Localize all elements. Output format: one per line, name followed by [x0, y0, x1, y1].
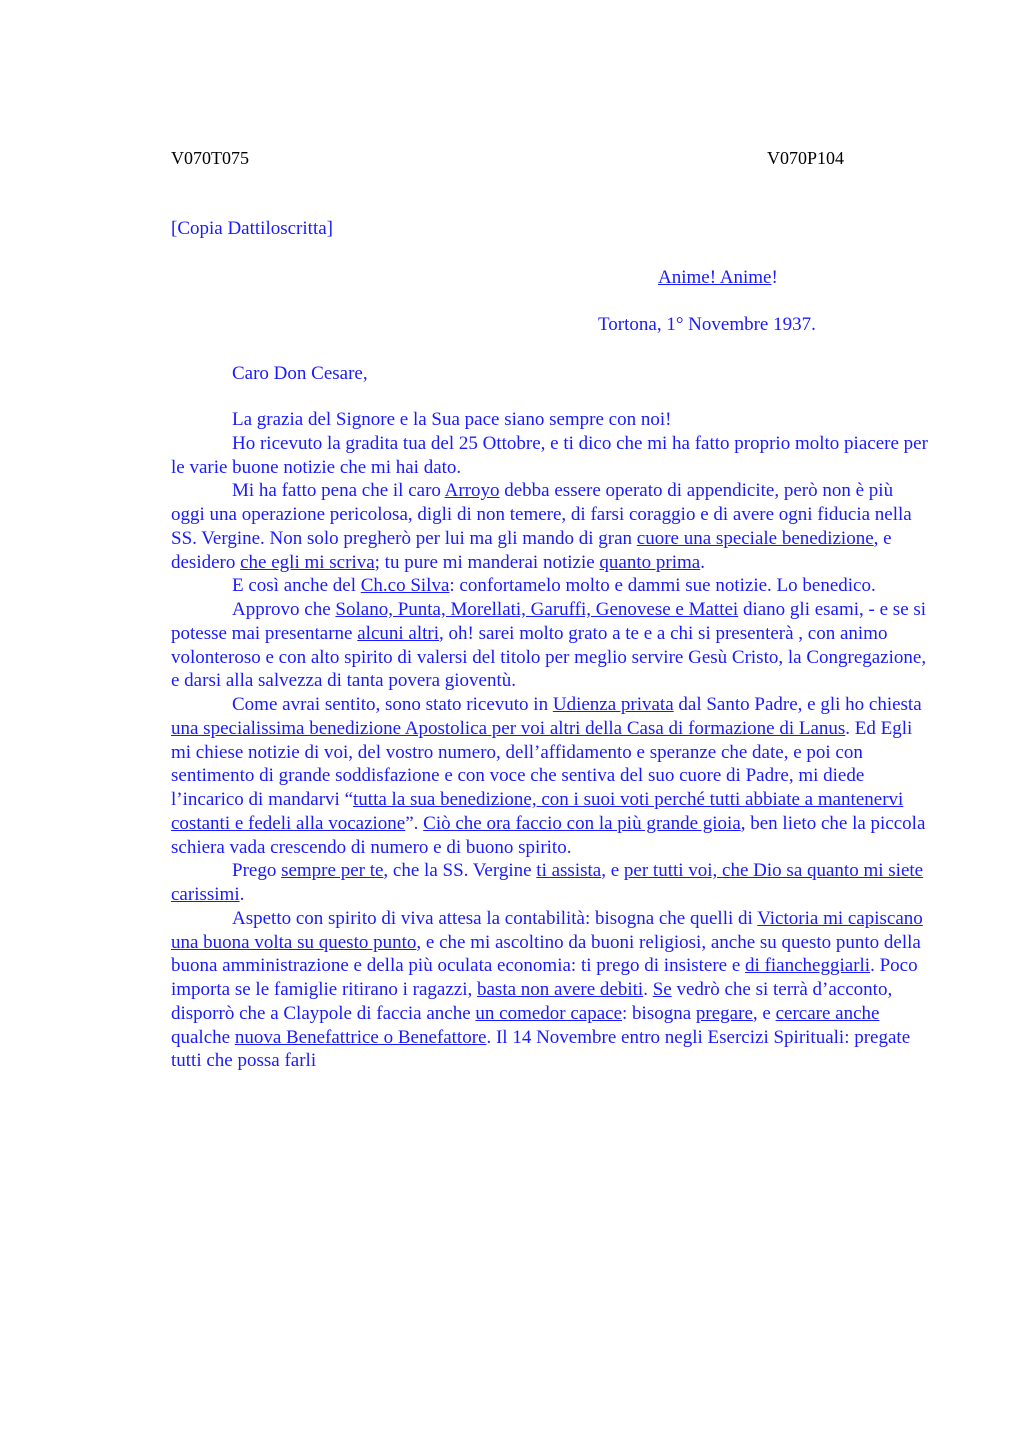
paragraph-text: Prego: [232, 860, 282, 882]
paragraph-text: , che la SS. Vergine: [383, 860, 537, 882]
paragraph-text: vedrò che si terrà d’acconto, disporrò che a Claypole di faccia anche: [171, 979, 893, 1024]
paragraph-text: : confortamelo molto e dammi sue notizie. Lo benedico.: [449, 575, 876, 597]
underlined-text: Solano, Punta, Morellati, Garuffi, Genovese e Mattei: [335, 599, 739, 620]
paragraph-text: .: [700, 551, 705, 573]
paragraph-text: ; tu pure mi manderai notizie: [374, 551, 600, 573]
underlined-text: una specialissima benedizione Apostolica per voi altri della Casa di formazione di Lanus: [171, 717, 846, 739]
motto-underlined: Anime! Anime: [658, 267, 772, 288]
underlined-text: pregare: [695, 1002, 753, 1024]
paragraph-text: .: [643, 979, 653, 1000]
paragraph-text: debba essere operato di appendicite, però non è più oggi una operazione pericolosa, digli di non temere, di farsi coraggio e di avere ogni fiducia nella SS. Vergine. Non solo pregherò per lui ma gli mando di gran: [171, 480, 912, 549]
paragraph-text: , e desidero: [171, 527, 892, 573]
letter-paragraph: [171, 408, 931, 432]
paragraph-text: qualche: [171, 1026, 235, 1048]
underlined-text: basta non avere debiti: [477, 979, 644, 1000]
underlined-text: un comedor capace: [475, 1002, 623, 1024]
underlined-text: nuova Benefattrice o Benefattore: [234, 1026, 487, 1048]
underlined-text: alcuni altri: [357, 622, 440, 644]
letter-date: Tortona, 1° Novembre 1937.: [598, 314, 816, 335]
underlined-text: Ciò che ora faccio con la più grande gioia: [423, 812, 741, 834]
copy-note: [Copia Dattiloscritta]: [171, 218, 333, 239]
paragraph-text: , oh! sarei molto grato a te e a chi si presenterà , con animo volonteroso e con alto spirito di valersi del titolo per meglio servire Gesù Cristo, la Congregazione, e darsi alla salvezza di tanta povera gioventù.: [171, 622, 927, 692]
paragraph-text: La grazia del Signore e la Sua pace siano sempre con noi!: [232, 409, 672, 430]
motto: [658, 266, 778, 290]
underlined-text: quanto prima: [599, 551, 701, 573]
paragraph-text: Mi ha fatto pena che il caro: [232, 480, 445, 502]
paragraph-text: Approvo che: [232, 599, 336, 620]
underlined-text: Udienza privata: [552, 694, 674, 715]
underlined-text: ti assista: [536, 860, 602, 882]
letter-paragraph: [171, 574, 931, 598]
paragraph-text: diano gli esami, - e se si potesse mai presentarne: [171, 599, 927, 644]
paragraph-text: , e: [601, 860, 624, 882]
underlined-text: Ch.co Silva: [360, 575, 450, 597]
letter-paragraph: [171, 479, 931, 574]
paragraph-text: Ho ricevuto la gradita tua del 25 Ottobre, e ti dico che mi ha fatto proprio molto piacere per le varie buone notizie che mi hai dato.: [171, 432, 928, 478]
underlined-text: che egli mi scriva: [240, 551, 375, 573]
letter-paragraph: [171, 693, 931, 859]
paragraph-text: , e: [752, 1002, 776, 1024]
document-codes: [171, 146, 844, 170]
paragraph-text: . Ed Egli mi chiese notizie di voi, del vostro numero, dell’affidamento e speranze che date, e poi con sentimento di grande soddisfazione e con voce che sentiva del suo cuore di Padre, mi diede l’incarico di mandarvi “: [171, 717, 913, 810]
underlined-text: cuore una speciale benedizione: [636, 527, 874, 549]
underlined-text: Se: [652, 979, 672, 1000]
underlined-text: sempre per te: [281, 860, 384, 882]
paragraph-text: Aspetto con spirito di viva attesa la contabilità: bisogna che quelli di: [232, 907, 758, 929]
paragraph-text: E così anche del: [232, 575, 361, 597]
letter-paragraph: [171, 907, 931, 1073]
paragraph-text: ”.: [405, 812, 424, 834]
underlined-text: di fiancheggiarli: [745, 955, 871, 977]
paragraph-text: , e che mi ascoltino da buoni religiosi, anche su questo punto della buona amministrazione e della più oculata economia: ti prego di insistere e: [171, 931, 921, 977]
salutation: Caro Don Cesare,: [232, 363, 368, 384]
paragraph-text: . Poco importa se le famiglie ritirano i ragazzi,: [171, 955, 918, 1000]
letter-paragraph: [171, 432, 931, 480]
letter-paragraph: [171, 598, 931, 693]
underlined-text: tutta la sua benedizione, con i suoi voti perché tutti abbiate a mantenervi costanti e fedeli alla vocazione: [171, 789, 904, 834]
underlined-text: Victoria mi capiscano una buona volta su questo punto: [171, 907, 923, 953]
right-document-code: V070P104: [766, 148, 844, 168]
paragraph-text: , ben lieto che la piccola schiera vada crescendo di numero e di buono spirito.: [171, 812, 926, 858]
paragraph-text: dal Santo Padre, e gli ho chiesta: [673, 694, 922, 715]
left-document-code: V070T075: [171, 148, 249, 168]
underlined-text: Arroyo: [444, 480, 500, 502]
paragraph-text: .: [239, 884, 245, 905]
paragraph-text: . Il 14 Novembre entro negli Esercizi Spirituali: pregate tutti che possa farli: [171, 1026, 911, 1072]
paragraph-text: : bisogna: [622, 1002, 696, 1024]
paragraph-text: Come avrai sentito, sono stato ricevuto in: [232, 694, 553, 715]
letter-paragraph: [171, 859, 931, 907]
underlined-text: cercare anche: [775, 1002, 880, 1024]
letter-body: [171, 408, 931, 1073]
motto-tail: !: [771, 267, 778, 288]
underlined-text: per tutti voi, che Dio sa quanto mi siete carissimi: [171, 860, 924, 905]
